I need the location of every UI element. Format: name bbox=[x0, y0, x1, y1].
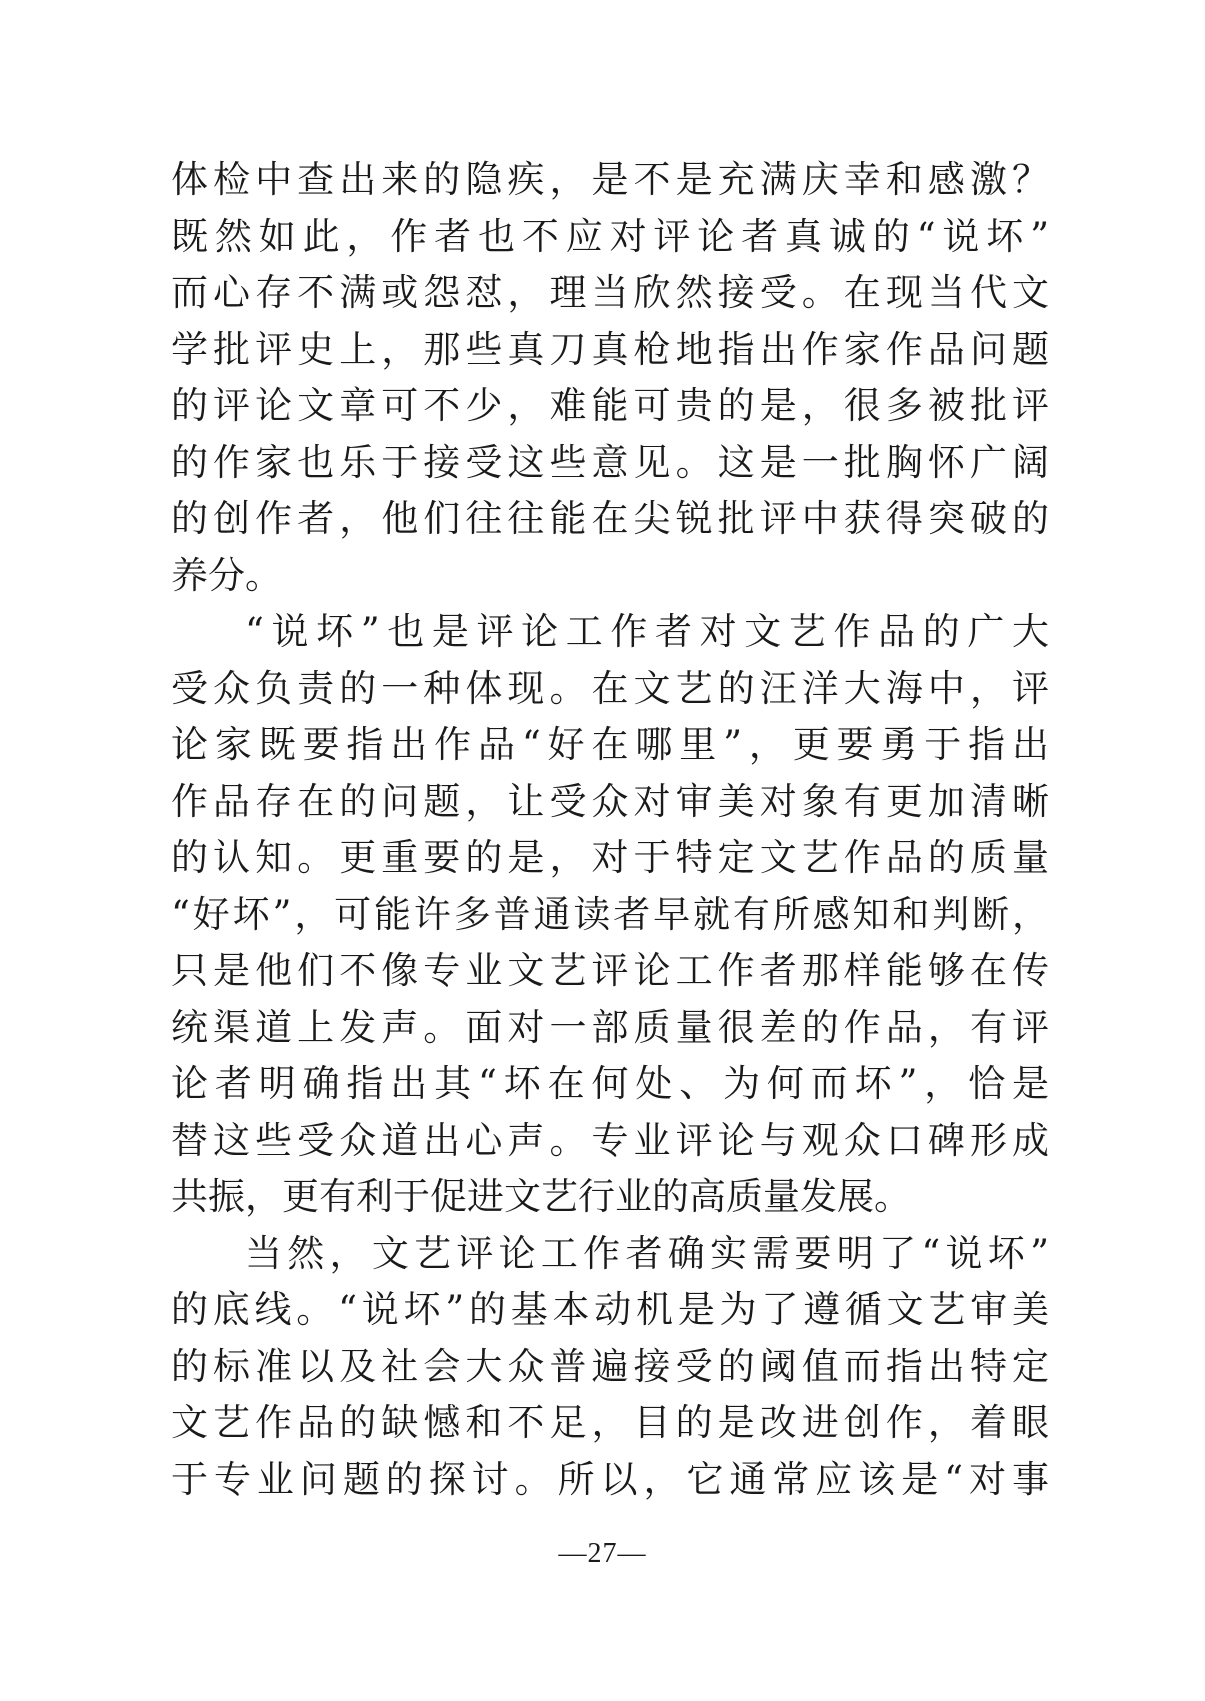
text-line: 替这些受众道出心声。专业评论与观众口碑形成 bbox=[171, 1118, 1049, 1162]
text-line: 既然如此，作者也不应对评论者真诚的“说坏” bbox=[171, 214, 1049, 258]
text-line: 文艺作品的缺憾和不足，目的是改进创作，着眼 bbox=[171, 1401, 1049, 1444]
text-line: 作品存在的问题，让受众对审美对象有更加清晰 bbox=[171, 779, 1049, 823]
text-line: 论者明确指出其“坏在何处、为何而坏”，恰是 bbox=[171, 1062, 1049, 1105]
text-line: 学批评史上，那些真刀真枪地指出作家作品问题 bbox=[171, 327, 1049, 371]
text-line: 的创作者，他们往往能在尖锐批评中获得突破的 bbox=[171, 497, 1049, 540]
text-line: 只是他们不像专业文艺评论工作者那样能够在传 bbox=[171, 949, 1049, 992]
page-number: —27— bbox=[558, 1538, 647, 1569]
text-line-paragraph-end: 共振，更有利于促进文艺行业的高质量发展。 bbox=[171, 1175, 911, 1218]
text-line-paragraph-end: 养分。 bbox=[171, 553, 282, 597]
text-line: 统渠道上发声。面对一部质量很差的作品，有评 bbox=[171, 1005, 1049, 1049]
text-line: 的标准以及社会大众普遍接受的阈值而指出特定 bbox=[171, 1344, 1049, 1388]
text-line: 的作家也乐于接受这些意见。这是一批胸怀广阔 bbox=[171, 440, 1049, 484]
text-line-paragraph-start: 当然，文艺评论工作者确实需要明了“说坏” bbox=[245, 1231, 1049, 1275]
text-line: 论家既要指出作品“好在哪里”，更要勇于指出 bbox=[171, 723, 1049, 766]
text-line: 而心存不满或怨怼，理当欣然接受。在现当代文 bbox=[171, 271, 1049, 314]
text-line: “好坏”，可能许多普通读者早就有所感知和判断， bbox=[171, 892, 1049, 936]
text-line-paragraph-start: “说坏”也是评论工作者对文艺作品的广大 bbox=[245, 610, 1049, 653]
text-line: 的底线。“说坏”的基本动机是为了遵循文艺审美 bbox=[171, 1288, 1049, 1331]
text-line: 的认知。更重要的是，对于特定文艺作品的质量 bbox=[171, 836, 1049, 879]
text-line: 于专业问题的探讨。所以，它通常应该是“对事 bbox=[171, 1457, 1049, 1501]
text-line: 受众负责的一种体现。在文艺的汪洋大海中，评 bbox=[171, 666, 1049, 710]
text-line: 体检中查出来的隐疾，是不是充满庆幸和感激？ bbox=[171, 158, 1049, 201]
body-text bbox=[171, 152, 1049, 1508]
text-line: 的评论文章可不少，难能可贵的是，很多被批评 bbox=[171, 384, 1049, 427]
